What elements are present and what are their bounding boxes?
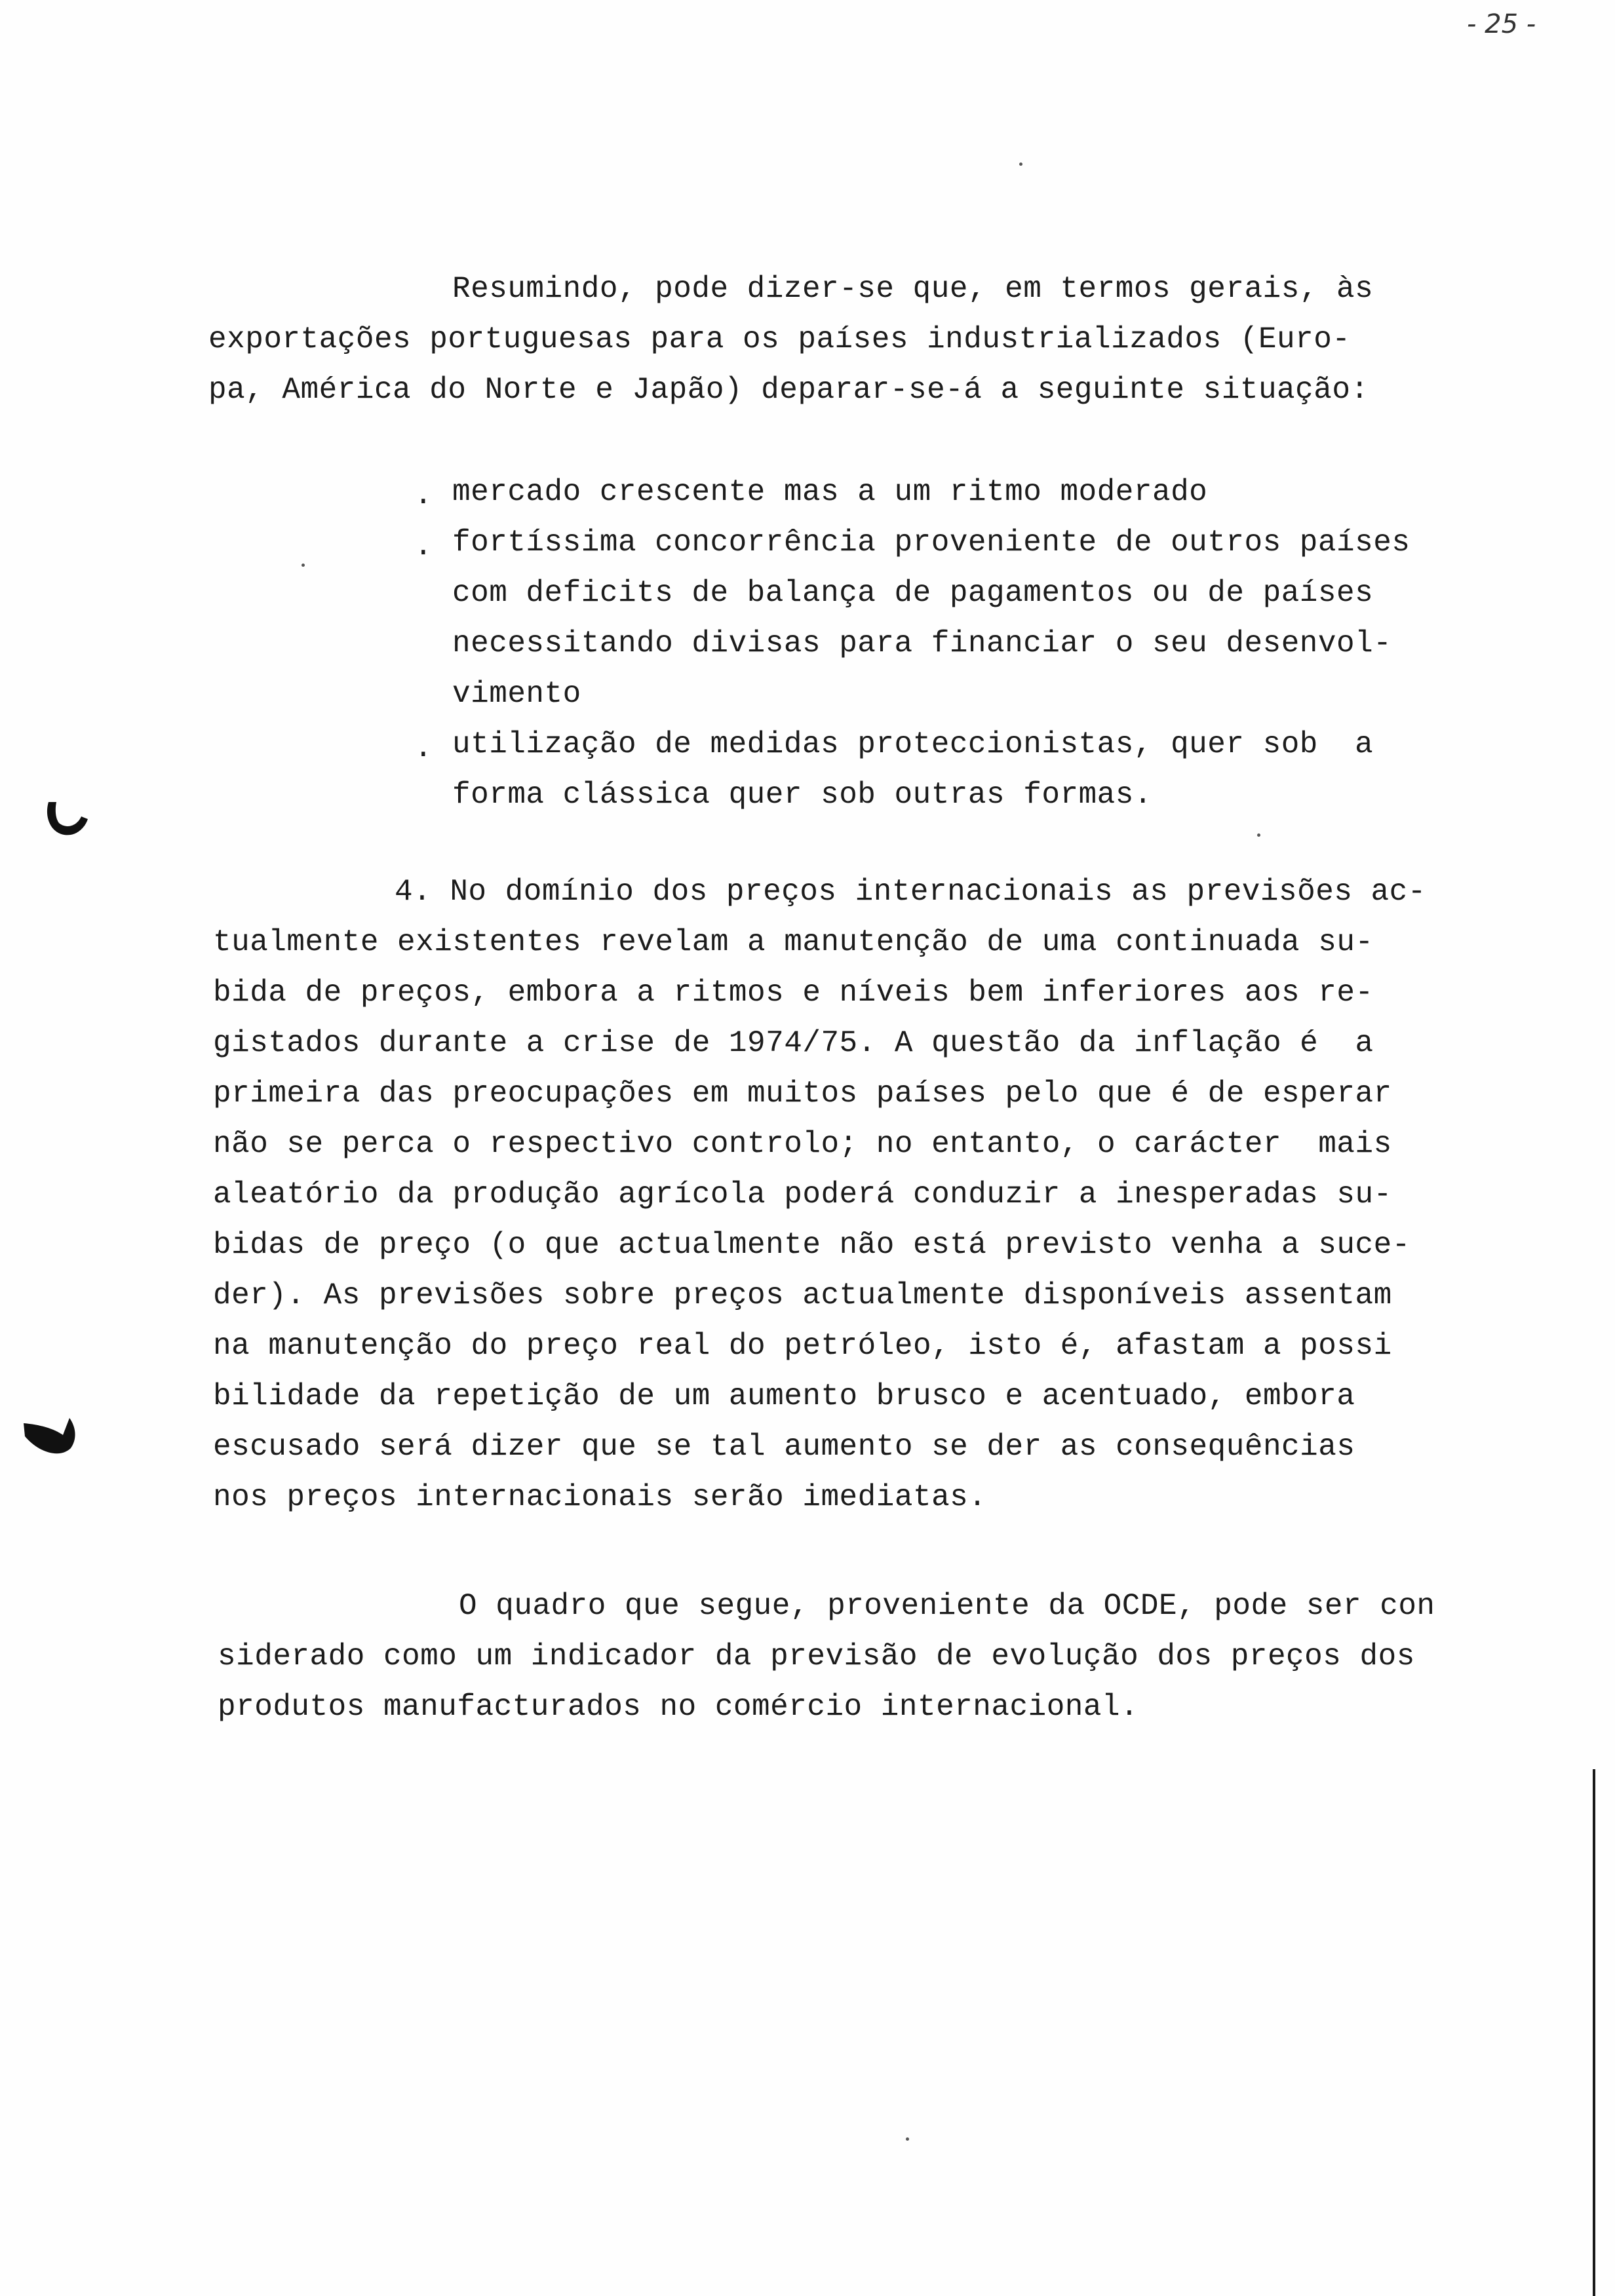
bullet-2-line-4: vimento [452,677,581,711]
scan-speck [1019,163,1022,166]
p2-line-4: gistados durante a crise de 1974/75. A questão da inflação é a [213,1026,1374,1060]
scan-speck [1257,833,1260,837]
bullet-dot: . [414,478,433,512]
p2-line-13: nos preços internacionais serão imediatas. [213,1480,987,1514]
scan-speck [906,2137,909,2141]
p1-line-3: pa, América do Norte e Japão) deparar-se-á a seguinte situação: [208,373,1369,407]
p3-line-2: siderado como um indicador da previsão de evolução dos preços dos [218,1639,1415,1674]
bullet-dot: . [414,731,433,765]
p2-line-1: 4. No domínio dos preços internacionais as previsões ac- [395,875,1426,909]
page-number: - 25 - [1467,9,1536,39]
p3-line-1: O quadro que segue, proveniente da OCDE, pode ser con [459,1589,1435,1623]
punch-hole-mark [41,794,93,847]
p2-line-6: não se perca o respectivo controlo; no entanto, o carácter mais [213,1127,1392,1161]
p2-line-10: na manutenção do preço real do petróleo, isto é, afastam a possi [213,1329,1392,1363]
bullet-dot: . [414,529,433,564]
punch-hole-mark [20,1402,92,1461]
scan-edge-line [1593,1769,1595,2296]
p2-line-11: bilidade da repetição de um aumento brusco e acentuado, embora [213,1379,1355,1413]
p2-line-8: bidas de preço (o que actualmente não está previsto venha a suce- [213,1228,1411,1262]
bullet-3-line-1: utilização de medidas proteccionistas, quer sob a [452,727,1374,761]
p1-line-2: exportações portuguesas para os países industrializados (Euro- [208,322,1351,356]
p2-line-9: der). As previsões sobre preços actualmente disponíveis assentam [213,1278,1392,1312]
p1-line-1: Resumindo, pode dizer-se que, em termos gerais, às [452,272,1374,306]
p2-line-5: primeira das preocupações em muitos países pelo que é de esperar [213,1077,1392,1111]
bullet-2-line-3: necessitando divisas para financiar o seu desenvol- [452,626,1392,660]
scan-speck [302,564,305,567]
p2-line-3: bida de preços, embora a ritmos e níveis bem inferiores aos re- [213,976,1374,1010]
p2-line-2: tualmente existentes revelam a manutenção de uma continuada su- [213,925,1374,959]
bullet-2-line-1: fortíssima concorrência proveniente de outros países [452,526,1411,560]
p2-line-7: aleatório da produção agrícola poderá conduzir a inesperadas su- [213,1177,1392,1212]
p2-line-12: escusado será dizer que se tal aumento se der as consequências [213,1430,1355,1464]
bullet-1-line-1: mercado crescente mas a um ritmo moderado [452,475,1208,509]
p3-line-3: produtos manufacturados no comércio internacional. [218,1690,1139,1724]
bullet-2-line-2: com deficits de balança de pagamentos ou de países [452,576,1374,610]
bullet-3-line-2: forma clássica quer sob outras formas. [452,778,1152,812]
